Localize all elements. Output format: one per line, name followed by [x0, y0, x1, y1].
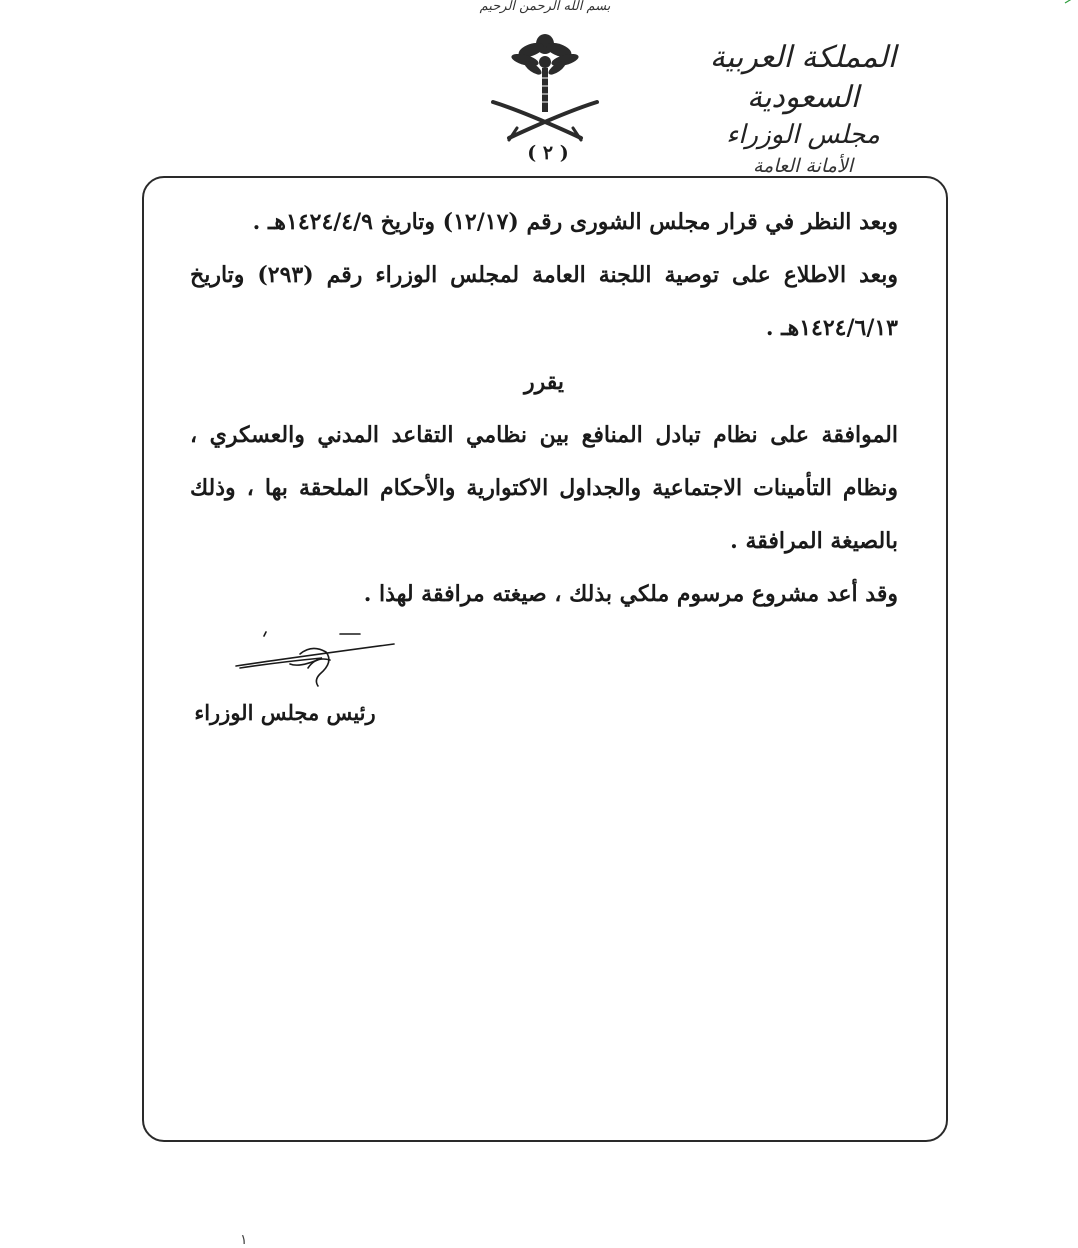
general-secretariat: الأمانة العامة: [753, 155, 853, 177]
kingdom-name: المملكة العربية السعودية: [709, 40, 897, 115]
handwritten-signature: [230, 628, 400, 694]
palm-swords-emblem-icon: [485, 30, 605, 148]
letterhead: [683, 38, 923, 180]
whereas-shura: وبعد النظر في قرار مجلس الشورى رقم (١٢/١٧) وتاريخ ١٤٢٤/٤/٩هـ .: [252, 209, 898, 235]
decides-heading: يقرر: [523, 369, 564, 395]
decision-approval: الموافقة على نظام تبادل المنافع بين نظامي التقاعد المدني والعسكري ، ونظام التأمينات الاجتماعية والجداول الاكتوارية والأحكام الملحقة بها ، وذلك بالصيغة المرافقة .: [190, 422, 898, 554]
council-name: مجلس الوزراء: [726, 120, 880, 150]
basmala: بسم الله الرحمن الرحيم: [479, 0, 611, 14]
page-number: ( ٢ ): [527, 142, 569, 164]
decision-royal-decree: وقد أعد مشروع مرسوم ملكي بذلك ، صيغته مرافقة لهذا .: [363, 581, 898, 607]
corner-mark-icon: [1064, 0, 1076, 4]
footer-mark: ١: [240, 1232, 248, 1248]
signer-title: رئيس مجلس الوزراء: [194, 700, 376, 725]
whereas-committee: وبعد الاطلاع على توصية اللجنة العامة لمجلس الوزراء رقم (٢٩٣) وتاريخ ١٤٢٤/٦/١٣هـ .: [190, 262, 898, 341]
decision-body: [190, 196, 898, 621]
